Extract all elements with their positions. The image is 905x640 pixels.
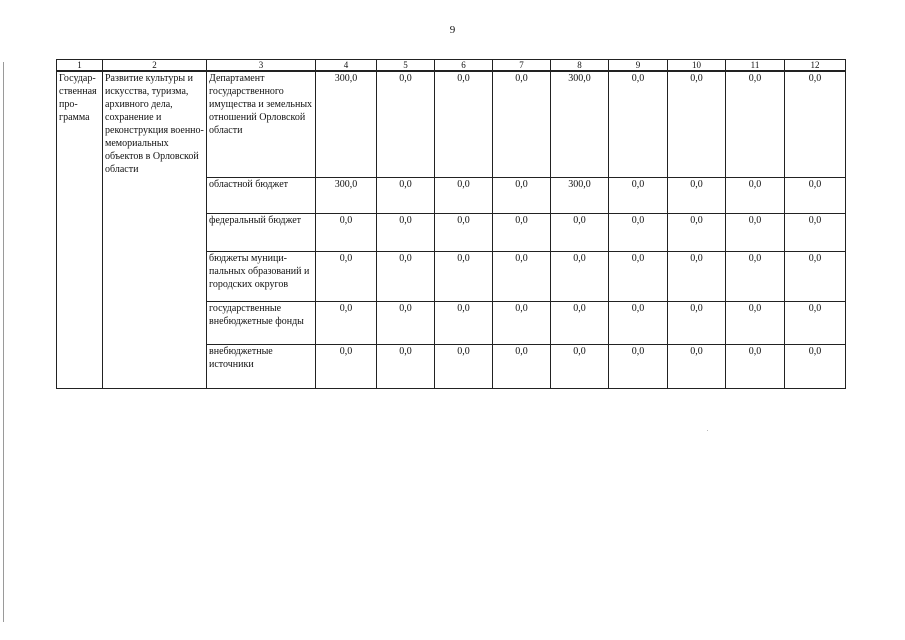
value-cell: 0,0 bbox=[726, 71, 785, 177]
value-cell: 300,0 bbox=[551, 177, 609, 213]
scan-edge-line bbox=[3, 62, 4, 622]
value-cell: 0,0 bbox=[551, 251, 609, 301]
value-cell: 0,0 bbox=[493, 71, 551, 177]
value-cell: 0,0 bbox=[377, 177, 435, 213]
value-cell: 300,0 bbox=[316, 177, 377, 213]
column-number-7: 7 bbox=[493, 60, 551, 72]
value-cell: 0,0 bbox=[435, 344, 493, 388]
value-cell: 0,0 bbox=[785, 344, 846, 388]
funding-source-cell: бюджеты муници-пальных образований и городских округов bbox=[207, 251, 316, 301]
program-type-cell: Государ-ственная про-грамма bbox=[57, 71, 103, 388]
column-number-2: 2 bbox=[103, 60, 207, 72]
value-cell: 0,0 bbox=[316, 301, 377, 344]
value-cell: 0,0 bbox=[609, 177, 668, 213]
value-cell: 0,0 bbox=[435, 71, 493, 177]
funding-source-cell: Департамент государственного имущества и земельных отношений Орловской области bbox=[207, 71, 316, 177]
value-cell: 0,0 bbox=[726, 213, 785, 251]
value-cell: 0,0 bbox=[726, 251, 785, 301]
value-cell: 0,0 bbox=[493, 177, 551, 213]
table-row bbox=[57, 71, 846, 177]
column-number-11: 11 bbox=[726, 60, 785, 72]
value-cell: 0,0 bbox=[493, 344, 551, 388]
funding-source-cell: государственные внебюджетные фонды bbox=[207, 301, 316, 344]
budget-table bbox=[56, 59, 846, 389]
value-cell: 0,0 bbox=[435, 251, 493, 301]
value-cell: 0,0 bbox=[435, 213, 493, 251]
value-cell: 0,0 bbox=[726, 301, 785, 344]
column-number-1: 1 bbox=[57, 60, 103, 72]
value-cell: 0,0 bbox=[785, 177, 846, 213]
column-number-3: 3 bbox=[207, 60, 316, 72]
value-cell: 0,0 bbox=[493, 213, 551, 251]
value-cell: 0,0 bbox=[435, 177, 493, 213]
value-cell: 0,0 bbox=[785, 251, 846, 301]
budget-table-body bbox=[57, 60, 846, 389]
value-cell: 0,0 bbox=[726, 177, 785, 213]
column-number-6: 6 bbox=[435, 60, 493, 72]
value-cell: 0,0 bbox=[316, 344, 377, 388]
value-cell: 0,0 bbox=[668, 301, 726, 344]
value-cell: 0,0 bbox=[785, 213, 846, 251]
value-cell: 0,0 bbox=[668, 251, 726, 301]
value-cell: 0,0 bbox=[668, 213, 726, 251]
page-number: 9 bbox=[449, 24, 456, 36]
value-cell: 0,0 bbox=[668, 177, 726, 213]
value-cell: 0,0 bbox=[551, 344, 609, 388]
value-cell: 0,0 bbox=[609, 301, 668, 344]
funding-source-cell: внебюджетные источники bbox=[207, 344, 316, 388]
value-cell: 0,0 bbox=[551, 301, 609, 344]
value-cell: 0,0 bbox=[609, 251, 668, 301]
value-cell: 300,0 bbox=[316, 71, 377, 177]
value-cell: 0,0 bbox=[668, 71, 726, 177]
column-number-row bbox=[57, 60, 846, 72]
value-cell: 0,0 bbox=[668, 344, 726, 388]
funding-source-cell: областной бюджет bbox=[207, 177, 316, 213]
funding-source-cell: федеральный бюджет bbox=[207, 213, 316, 251]
value-cell: 0,0 bbox=[377, 71, 435, 177]
value-cell: 0,0 bbox=[316, 213, 377, 251]
value-cell: 0,0 bbox=[726, 344, 785, 388]
value-cell: 0,0 bbox=[785, 301, 846, 344]
scan-speck bbox=[707, 430, 708, 431]
value-cell: 0,0 bbox=[493, 301, 551, 344]
value-cell: 0,0 bbox=[435, 301, 493, 344]
value-cell: 0,0 bbox=[493, 251, 551, 301]
value-cell: 0,0 bbox=[609, 71, 668, 177]
value-cell: 0,0 bbox=[609, 213, 668, 251]
value-cell: 0,0 bbox=[785, 71, 846, 177]
column-number-10: 10 bbox=[668, 60, 726, 72]
column-number-9: 9 bbox=[609, 60, 668, 72]
program-name-cell: Развитие культуры и искусства, туризма, архивного дела, сохранение и реконструкция военно-мемориальных объектов в Орловской области bbox=[103, 71, 207, 388]
column-number-12: 12 bbox=[785, 60, 846, 72]
value-cell: 300,0 bbox=[551, 71, 609, 177]
column-number-4: 4 bbox=[316, 60, 377, 72]
value-cell: 0,0 bbox=[377, 213, 435, 251]
value-cell: 0,0 bbox=[377, 251, 435, 301]
column-number-5: 5 bbox=[377, 60, 435, 72]
value-cell: 0,0 bbox=[551, 213, 609, 251]
value-cell: 0,0 bbox=[609, 344, 668, 388]
column-number-8: 8 bbox=[551, 60, 609, 72]
value-cell: 0,0 bbox=[377, 344, 435, 388]
value-cell: 0,0 bbox=[377, 301, 435, 344]
value-cell: 0,0 bbox=[316, 251, 377, 301]
